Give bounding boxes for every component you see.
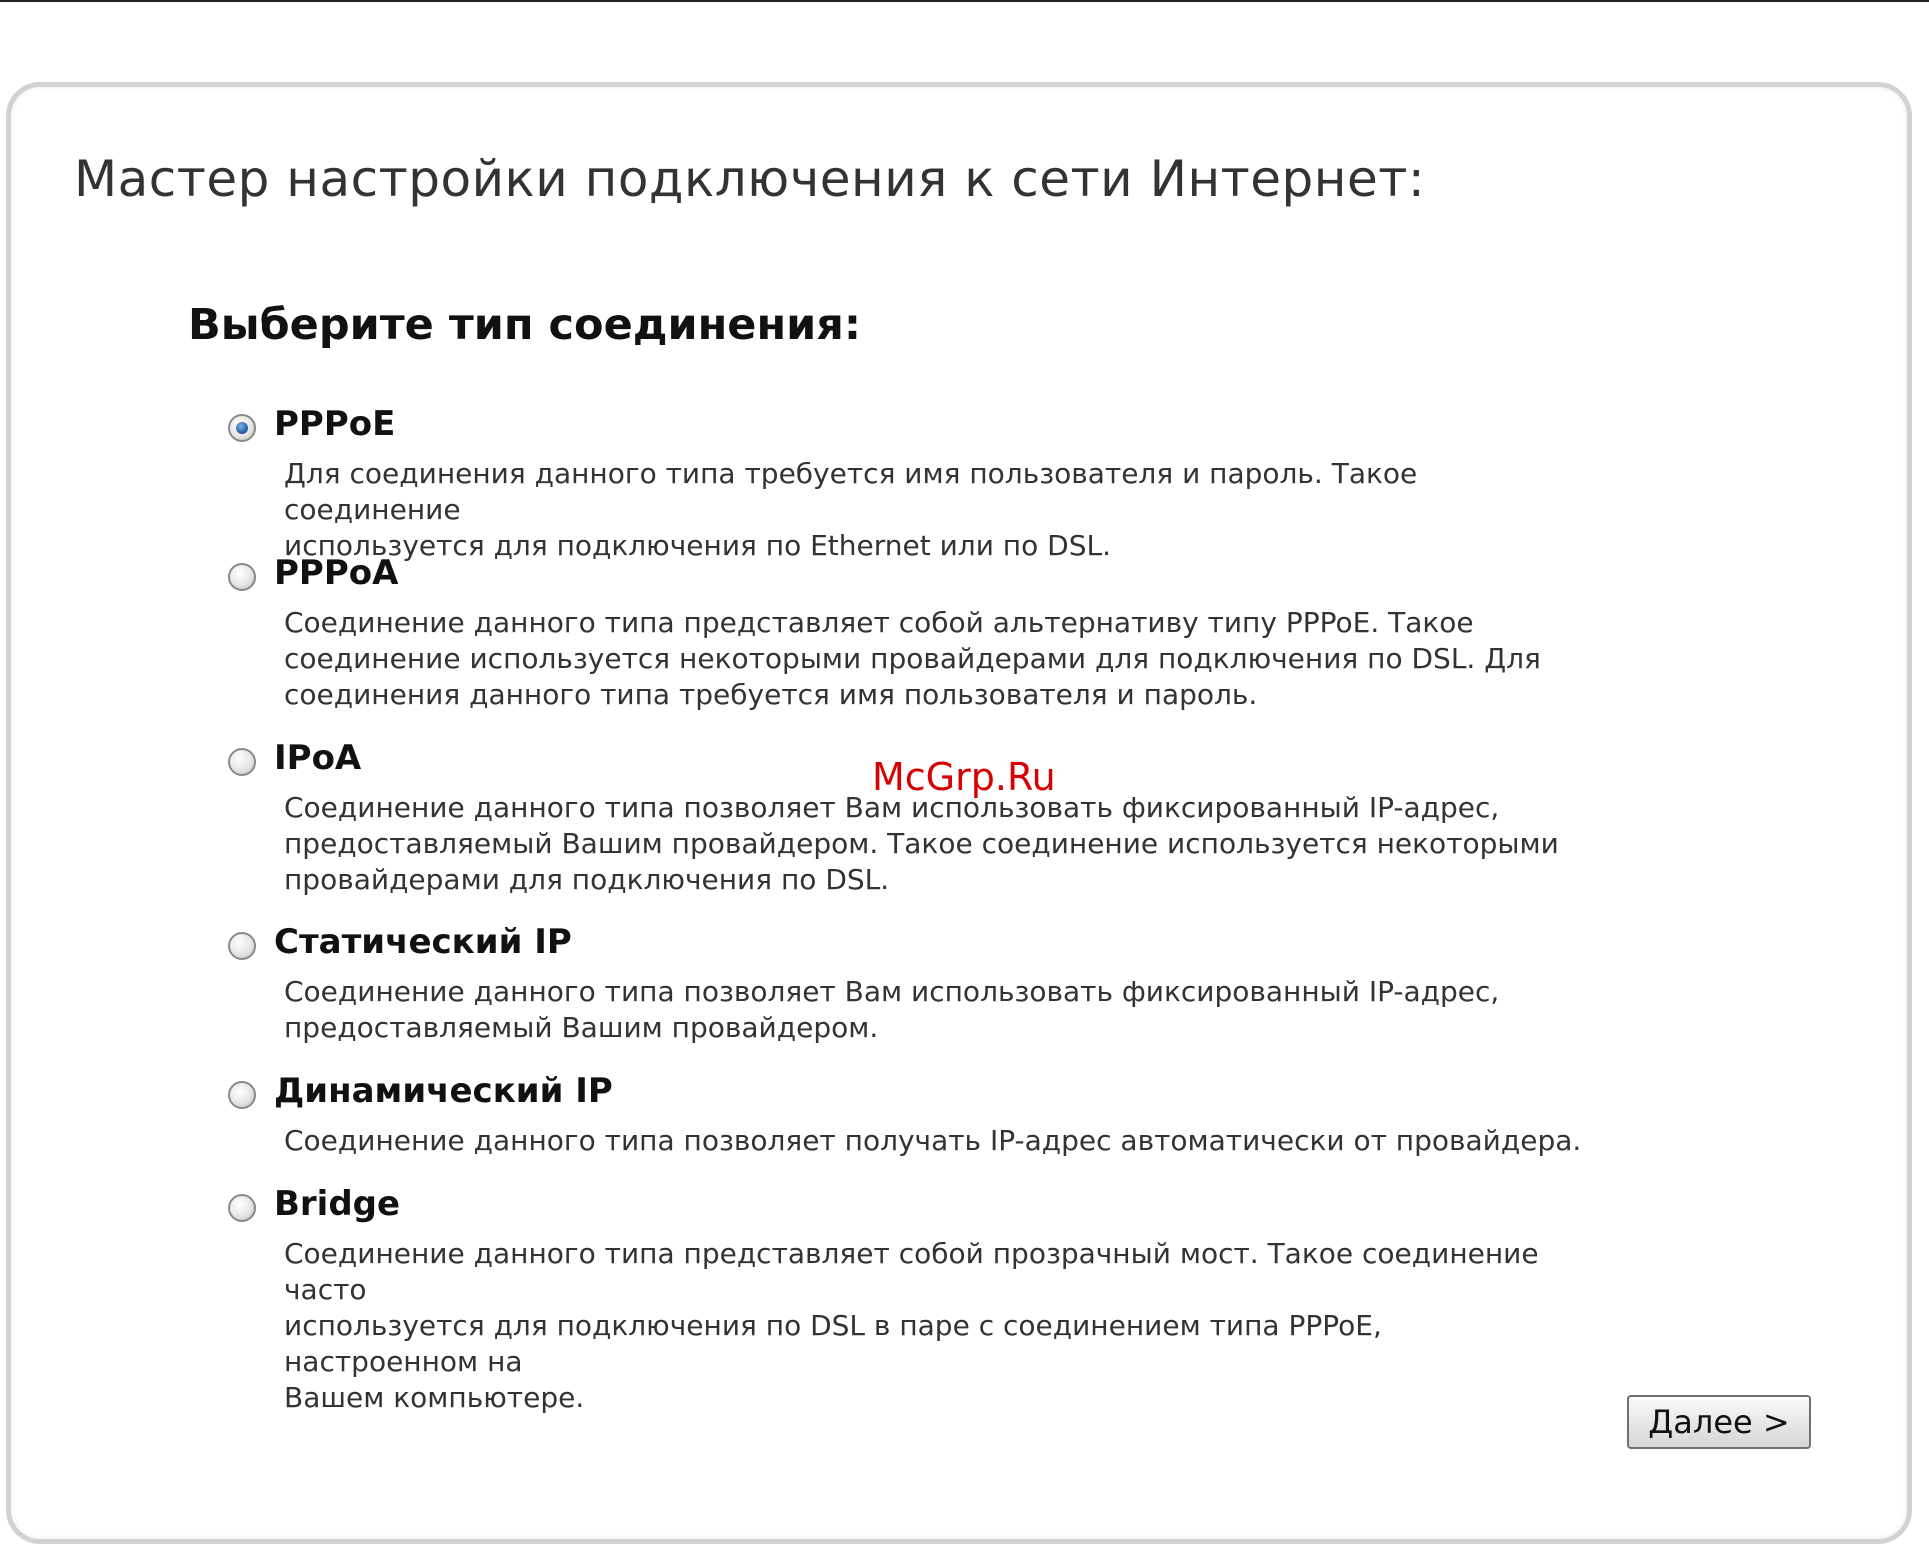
description-line: Соединение данного типа позволяет Вам использовать фиксированный IP-адрес, bbox=[284, 791, 1500, 824]
option-description bbox=[284, 1123, 1584, 1159]
description-line: предоставляемый Вашим провайдером. Такое соединение используется некоторыми bbox=[284, 827, 1559, 860]
radio-static-ip[interactable] bbox=[228, 932, 256, 960]
wizard-title: Мастер настройки подключения к сети Интернет: bbox=[74, 150, 1426, 208]
next-button[interactable]: Далее > bbox=[1627, 1395, 1811, 1449]
option-description bbox=[284, 974, 1584, 1046]
option-dynamic-ip[interactable] bbox=[228, 1071, 1608, 1157]
radio-bridge[interactable] bbox=[228, 1194, 256, 1222]
description-line: Для соединения данного типа требуется имя пользователя и пароль. Такое соединение bbox=[284, 457, 1418, 526]
description-line: используется для подключения по DSL в паре с соединением типа PPPoE, настроенном на bbox=[284, 1309, 1382, 1378]
description-line: Соединение данного типа представляет собой альтернативу типу PPPoE. Такое bbox=[284, 606, 1474, 639]
option-description bbox=[284, 790, 1584, 898]
option-label[interactable]: PPPoE bbox=[274, 404, 396, 444]
section-title: Выберите тип соединения: bbox=[188, 300, 862, 350]
option-label[interactable]: Статический IP bbox=[274, 922, 572, 962]
radio-ipoa[interactable] bbox=[228, 748, 256, 776]
option-label[interactable]: Динамический IP bbox=[274, 1071, 613, 1111]
description-line: Соединение данного типа позволяет Вам использовать фиксированный IP-адрес, bbox=[284, 975, 1500, 1008]
description-line: Вашем компьютере. bbox=[284, 1381, 585, 1414]
watermark-text: McGrp.Ru bbox=[872, 755, 1056, 799]
top-divider bbox=[0, 0, 1929, 2]
description-line: используется для подключения по Ethernet или по DSL. bbox=[284, 529, 1111, 562]
option-label[interactable]: PPPoA bbox=[274, 553, 399, 593]
radio-pppoa[interactable] bbox=[228, 563, 256, 591]
option-static-ip[interactable] bbox=[228, 922, 1608, 1044]
option-label[interactable]: Bridge bbox=[274, 1184, 401, 1224]
description-line: соединения данного типа требуется имя пользователя и пароль. bbox=[284, 678, 1258, 711]
option-description bbox=[284, 605, 1584, 713]
description-line: предоставляемый Вашим провайдером. bbox=[284, 1011, 879, 1044]
option-label[interactable]: IPoA bbox=[274, 738, 362, 778]
description-line: Соединение данного типа позволяет получать IP-адрес автоматически от провайдера. bbox=[284, 1124, 1582, 1157]
radio-dynamic-ip[interactable] bbox=[228, 1081, 256, 1109]
option-pppoa[interactable] bbox=[228, 553, 1608, 711]
description-line: Соединение данного типа представляет собой прозрачный мост. Такое соединение часто bbox=[284, 1237, 1539, 1306]
description-line: провайдерами для подключения по DSL. bbox=[284, 863, 890, 896]
option-pppoe[interactable] bbox=[228, 404, 1608, 562]
description-line: соединение используется некоторыми провайдерами для подключения по DSL. Для bbox=[284, 642, 1541, 675]
option-description bbox=[284, 1236, 1584, 1416]
option-bridge[interactable] bbox=[228, 1184, 1608, 1414]
radio-pppoe[interactable] bbox=[228, 414, 256, 442]
option-description bbox=[284, 456, 1584, 564]
